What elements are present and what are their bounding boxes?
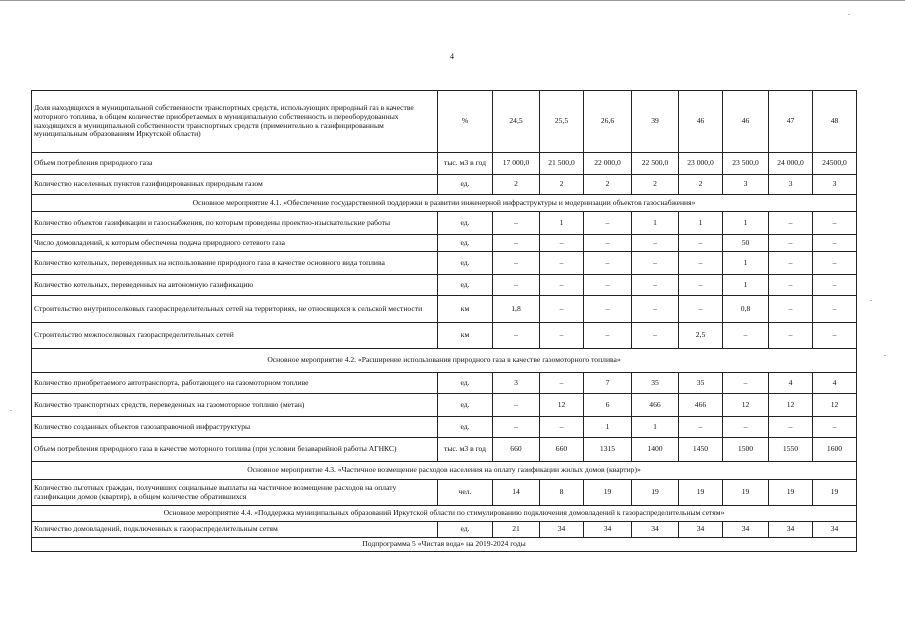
indicator-value: –	[813, 275, 857, 296]
indicator-value: –	[493, 275, 540, 296]
indicator-value: –	[813, 252, 857, 275]
table-row	[32, 438, 857, 462]
indicator-name: Объем потребления природного газа	[32, 153, 438, 175]
indicator-value: –	[769, 417, 813, 438]
section-row	[32, 538, 857, 552]
table-row	[32, 323, 857, 349]
indicator-value: 34	[632, 522, 679, 538]
indicator-value: 1	[584, 417, 632, 438]
indicator-value: 660	[540, 438, 584, 462]
indicator-value: 7	[584, 373, 632, 394]
table-row	[32, 175, 857, 195]
indicator-value: –	[769, 296, 813, 323]
indicator-name: Количество созданных объектов газозаправочной инфраструктуры	[32, 417, 438, 438]
indicator-value: 34	[584, 522, 632, 538]
indicator-value: –	[723, 417, 769, 438]
indicator-value: 1315	[584, 438, 632, 462]
indicator-value: 22 000,0	[584, 153, 632, 175]
section-heading: Основное мероприятие 4.1. «Обеспечение государственной поддержки в развитии инженерной инфраструктуры и модернизации объектов газоснабжения»	[32, 195, 857, 212]
indicator-value: –	[813, 296, 857, 323]
indicator-value: –	[584, 275, 632, 296]
indicator-value: –	[813, 212, 857, 235]
indicator-value: 35	[632, 373, 679, 394]
indicator-value: 19	[632, 480, 679, 506]
indicator-value: 26,6	[584, 91, 632, 153]
indicator-value: –	[493, 235, 540, 252]
section-row	[32, 195, 857, 212]
indicator-unit: ед.	[438, 417, 493, 438]
indicator-value: –	[679, 296, 723, 323]
indicator-value: –	[632, 296, 679, 323]
indicator-unit: км	[438, 296, 493, 323]
indicator-value: –	[493, 417, 540, 438]
indicator-unit: ед.	[438, 212, 493, 235]
indicator-unit: %	[438, 91, 493, 153]
indicator-value: 4	[769, 373, 813, 394]
indicator-value: 12	[540, 394, 584, 417]
indicator-name: Доля находящихся в муниципальной собственности транспортных средств, использующих природный газ в качестве моторного топлива, в общем количестве приобретаемых в муниципальную собственность и переоборудованных находящихся в муниципальной собственности транспортных средств (применительно к газифицированным муниципальным образованиям Иркутской области)	[32, 91, 438, 153]
section-row	[32, 506, 857, 522]
indicator-value: 1450	[679, 438, 723, 462]
indicator-value: 2	[584, 175, 632, 195]
indicator-value: –	[632, 275, 679, 296]
indicator-name: Объем потребления природного газа в качестве моторного топлива (при условии безаварийной работы АГНКС)	[32, 438, 438, 462]
section-heading: Основное мероприятие 4.3. «Частичное возмещение расходов населения на оплату газификации жилых домов (квартир)»	[32, 462, 857, 480]
indicator-value: –	[493, 394, 540, 417]
table-row	[32, 480, 857, 506]
indicator-value: 1400	[632, 438, 679, 462]
indicator-value: –	[493, 212, 540, 235]
indicator-value: 21 500,0	[540, 153, 584, 175]
indicator-value: 19	[723, 480, 769, 506]
indicator-value: 1	[632, 417, 679, 438]
indicator-value: 1	[679, 212, 723, 235]
indicator-value: 34	[813, 522, 857, 538]
section-row	[32, 462, 857, 480]
indicator-value: 19	[813, 480, 857, 506]
table-row	[32, 417, 857, 438]
indicator-name: Количество транспортных средств, переведенных на газомоторное топливо (метан)	[32, 394, 438, 417]
indicator-unit: ед.	[438, 175, 493, 195]
indicator-value: 23 000,0	[679, 153, 723, 175]
indicator-unit: тыс. м3 в год	[438, 153, 493, 175]
indicator-value: 3	[493, 373, 540, 394]
indicator-value: –	[679, 417, 723, 438]
indicator-value: 17 000,0	[493, 153, 540, 175]
table-row	[32, 296, 857, 323]
indicator-value: 19	[769, 480, 813, 506]
indicator-value: 39	[632, 91, 679, 153]
indicator-name: Число домовладений, к которым обеспечена подача природного сетевого газа	[32, 235, 438, 252]
indicator-value: 34	[769, 522, 813, 538]
table-row	[32, 275, 857, 296]
indicator-value: –	[584, 212, 632, 235]
indicator-value: –	[540, 252, 584, 275]
indicators-table	[31, 90, 857, 552]
indicator-value: –	[723, 373, 769, 394]
table-row	[32, 373, 857, 394]
indicator-unit: ед.	[438, 394, 493, 417]
indicator-unit: ед.	[438, 522, 493, 538]
indicator-value: 19	[679, 480, 723, 506]
indicator-value: 2	[679, 175, 723, 195]
indicator-value: 8	[540, 480, 584, 506]
indicator-value: 22 500,0	[632, 153, 679, 175]
indicator-value: 50	[723, 235, 769, 252]
indicator-value: 1	[540, 212, 584, 235]
indicator-value: 23 500,0	[723, 153, 769, 175]
table-body	[32, 91, 857, 552]
indicator-value: 1,8	[493, 296, 540, 323]
indicator-value: 3	[769, 175, 813, 195]
indicator-value: 1	[632, 212, 679, 235]
indicator-value: –	[540, 235, 584, 252]
indicator-name: Количество котельных, переведенных на автономную газификацию	[32, 275, 438, 296]
indicator-value: 46	[679, 91, 723, 153]
indicator-value: 12	[769, 394, 813, 417]
indicator-name: Количество котельных, переведенных на использование природного газа в качестве основного вида топлива	[32, 252, 438, 275]
table-row	[32, 394, 857, 417]
indicator-value: 46	[723, 91, 769, 153]
indicator-value: 2	[632, 175, 679, 195]
indicator-value: 466	[679, 394, 723, 417]
indicator-value: 2	[540, 175, 584, 195]
indicator-value: –	[540, 275, 584, 296]
indicator-value: 35	[679, 373, 723, 394]
indicator-unit: ед.	[438, 235, 493, 252]
indicator-value: –	[769, 323, 813, 349]
indicator-value: 19	[584, 480, 632, 506]
indicator-name: Количество объектов газификации и газоснабжения, по которым проведены проектно-изыскательские работы	[32, 212, 438, 235]
indicator-value: 48	[813, 91, 857, 153]
indicator-value: 47	[769, 91, 813, 153]
indicator-value: –	[632, 235, 679, 252]
indicator-unit: км	[438, 323, 493, 349]
indicator-value: 34	[540, 522, 584, 538]
indicator-value: –	[584, 296, 632, 323]
indicator-value: –	[723, 323, 769, 349]
indicator-name: Количество льготных граждан, получивших социальные выплаты на частичное возмещение расходов на оплату газификации домов (квартир), в общем количестве обратившихся	[32, 480, 438, 506]
indicator-value: –	[679, 252, 723, 275]
indicator-value: 0,8	[723, 296, 769, 323]
indicator-name: Количество приобретаемого автотранспорта, работающего на газомоторном топливе	[32, 373, 438, 394]
indicator-value: 3	[723, 175, 769, 195]
indicator-value: 1	[723, 252, 769, 275]
indicator-value: 34	[679, 522, 723, 538]
indicator-value: 660	[493, 438, 540, 462]
indicator-value: 2	[493, 175, 540, 195]
indicator-unit: ед.	[438, 373, 493, 394]
indicator-name: Количество домовладений, подключенных к газораспределительным сетям	[32, 522, 438, 538]
indicator-unit: чел.	[438, 480, 493, 506]
indicator-value: –	[769, 275, 813, 296]
table-row	[32, 235, 857, 252]
indicator-value: –	[813, 235, 857, 252]
indicator-value: 3	[813, 175, 857, 195]
indicator-value: –	[679, 275, 723, 296]
indicator-value: –	[632, 252, 679, 275]
indicator-value: 34	[723, 522, 769, 538]
table-row	[32, 212, 857, 235]
indicator-value: 1600	[813, 438, 857, 462]
indicator-value: 21	[493, 522, 540, 538]
indicator-value: 12	[723, 394, 769, 417]
indicator-value: 14	[493, 480, 540, 506]
indicator-value: –	[769, 252, 813, 275]
indicator-value: 24,5	[493, 91, 540, 153]
indicator-name: Строительство межпоселковых газораспределительных сетей	[32, 323, 438, 349]
indicator-value: –	[540, 323, 584, 349]
indicator-value: –	[540, 373, 584, 394]
section-heading: Основное мероприятие 4.4. «Поддержка муниципальных образований Иркутской области по стимулированию подключения домовладений к газораспределительным сетям»	[32, 506, 857, 522]
indicator-value: 25,5	[540, 91, 584, 153]
indicator-value: –	[679, 235, 723, 252]
indicator-value: –	[493, 252, 540, 275]
indicator-value: –	[584, 235, 632, 252]
indicator-value: –	[584, 252, 632, 275]
indicator-value: –	[540, 417, 584, 438]
indicator-value: –	[813, 323, 857, 349]
indicator-value: 466	[632, 394, 679, 417]
indicator-value: 6	[584, 394, 632, 417]
indicator-value: –	[632, 323, 679, 349]
indicator-value: –	[540, 296, 584, 323]
table-row	[32, 252, 857, 275]
indicator-value: 1	[723, 212, 769, 235]
indicator-name: Количество населенных пунктов газифицированных природным газом	[32, 175, 438, 195]
table-row	[32, 522, 857, 538]
indicator-value: –	[769, 212, 813, 235]
indicator-unit: ед.	[438, 275, 493, 296]
indicator-value: –	[769, 235, 813, 252]
indicator-value: 1550	[769, 438, 813, 462]
page-top-border	[0, 0, 905, 2]
table-row	[32, 153, 857, 175]
indicator-value: 2,5	[679, 323, 723, 349]
page-number: 4	[450, 52, 454, 61]
section-heading: Основное мероприятие 4.2. «Расширение использования природного газа в качестве газомоторного топлива»	[32, 349, 857, 373]
indicator-value: 24 000,0	[769, 153, 813, 175]
section-row	[32, 349, 857, 373]
section-heading: Подпрограмма 5 «Чистая вода» на 2019-2024 годы	[32, 538, 857, 552]
indicator-unit: ед.	[438, 252, 493, 275]
indicator-value: 4	[813, 373, 857, 394]
indicator-name: Строительство внутрипоселковых газораспределительных сетей на территориях, не относящихся к сельской местности	[32, 296, 438, 323]
table-row	[32, 91, 857, 153]
indicator-value: 1	[723, 275, 769, 296]
indicator-value: 1500	[723, 438, 769, 462]
indicator-value: –	[493, 323, 540, 349]
indicator-value: –	[584, 323, 632, 349]
indicator-unit: тыс. м3 в год	[438, 438, 493, 462]
indicator-value: –	[813, 417, 857, 438]
indicator-value: 12	[813, 394, 857, 417]
indicator-value: 24500,0	[813, 153, 857, 175]
